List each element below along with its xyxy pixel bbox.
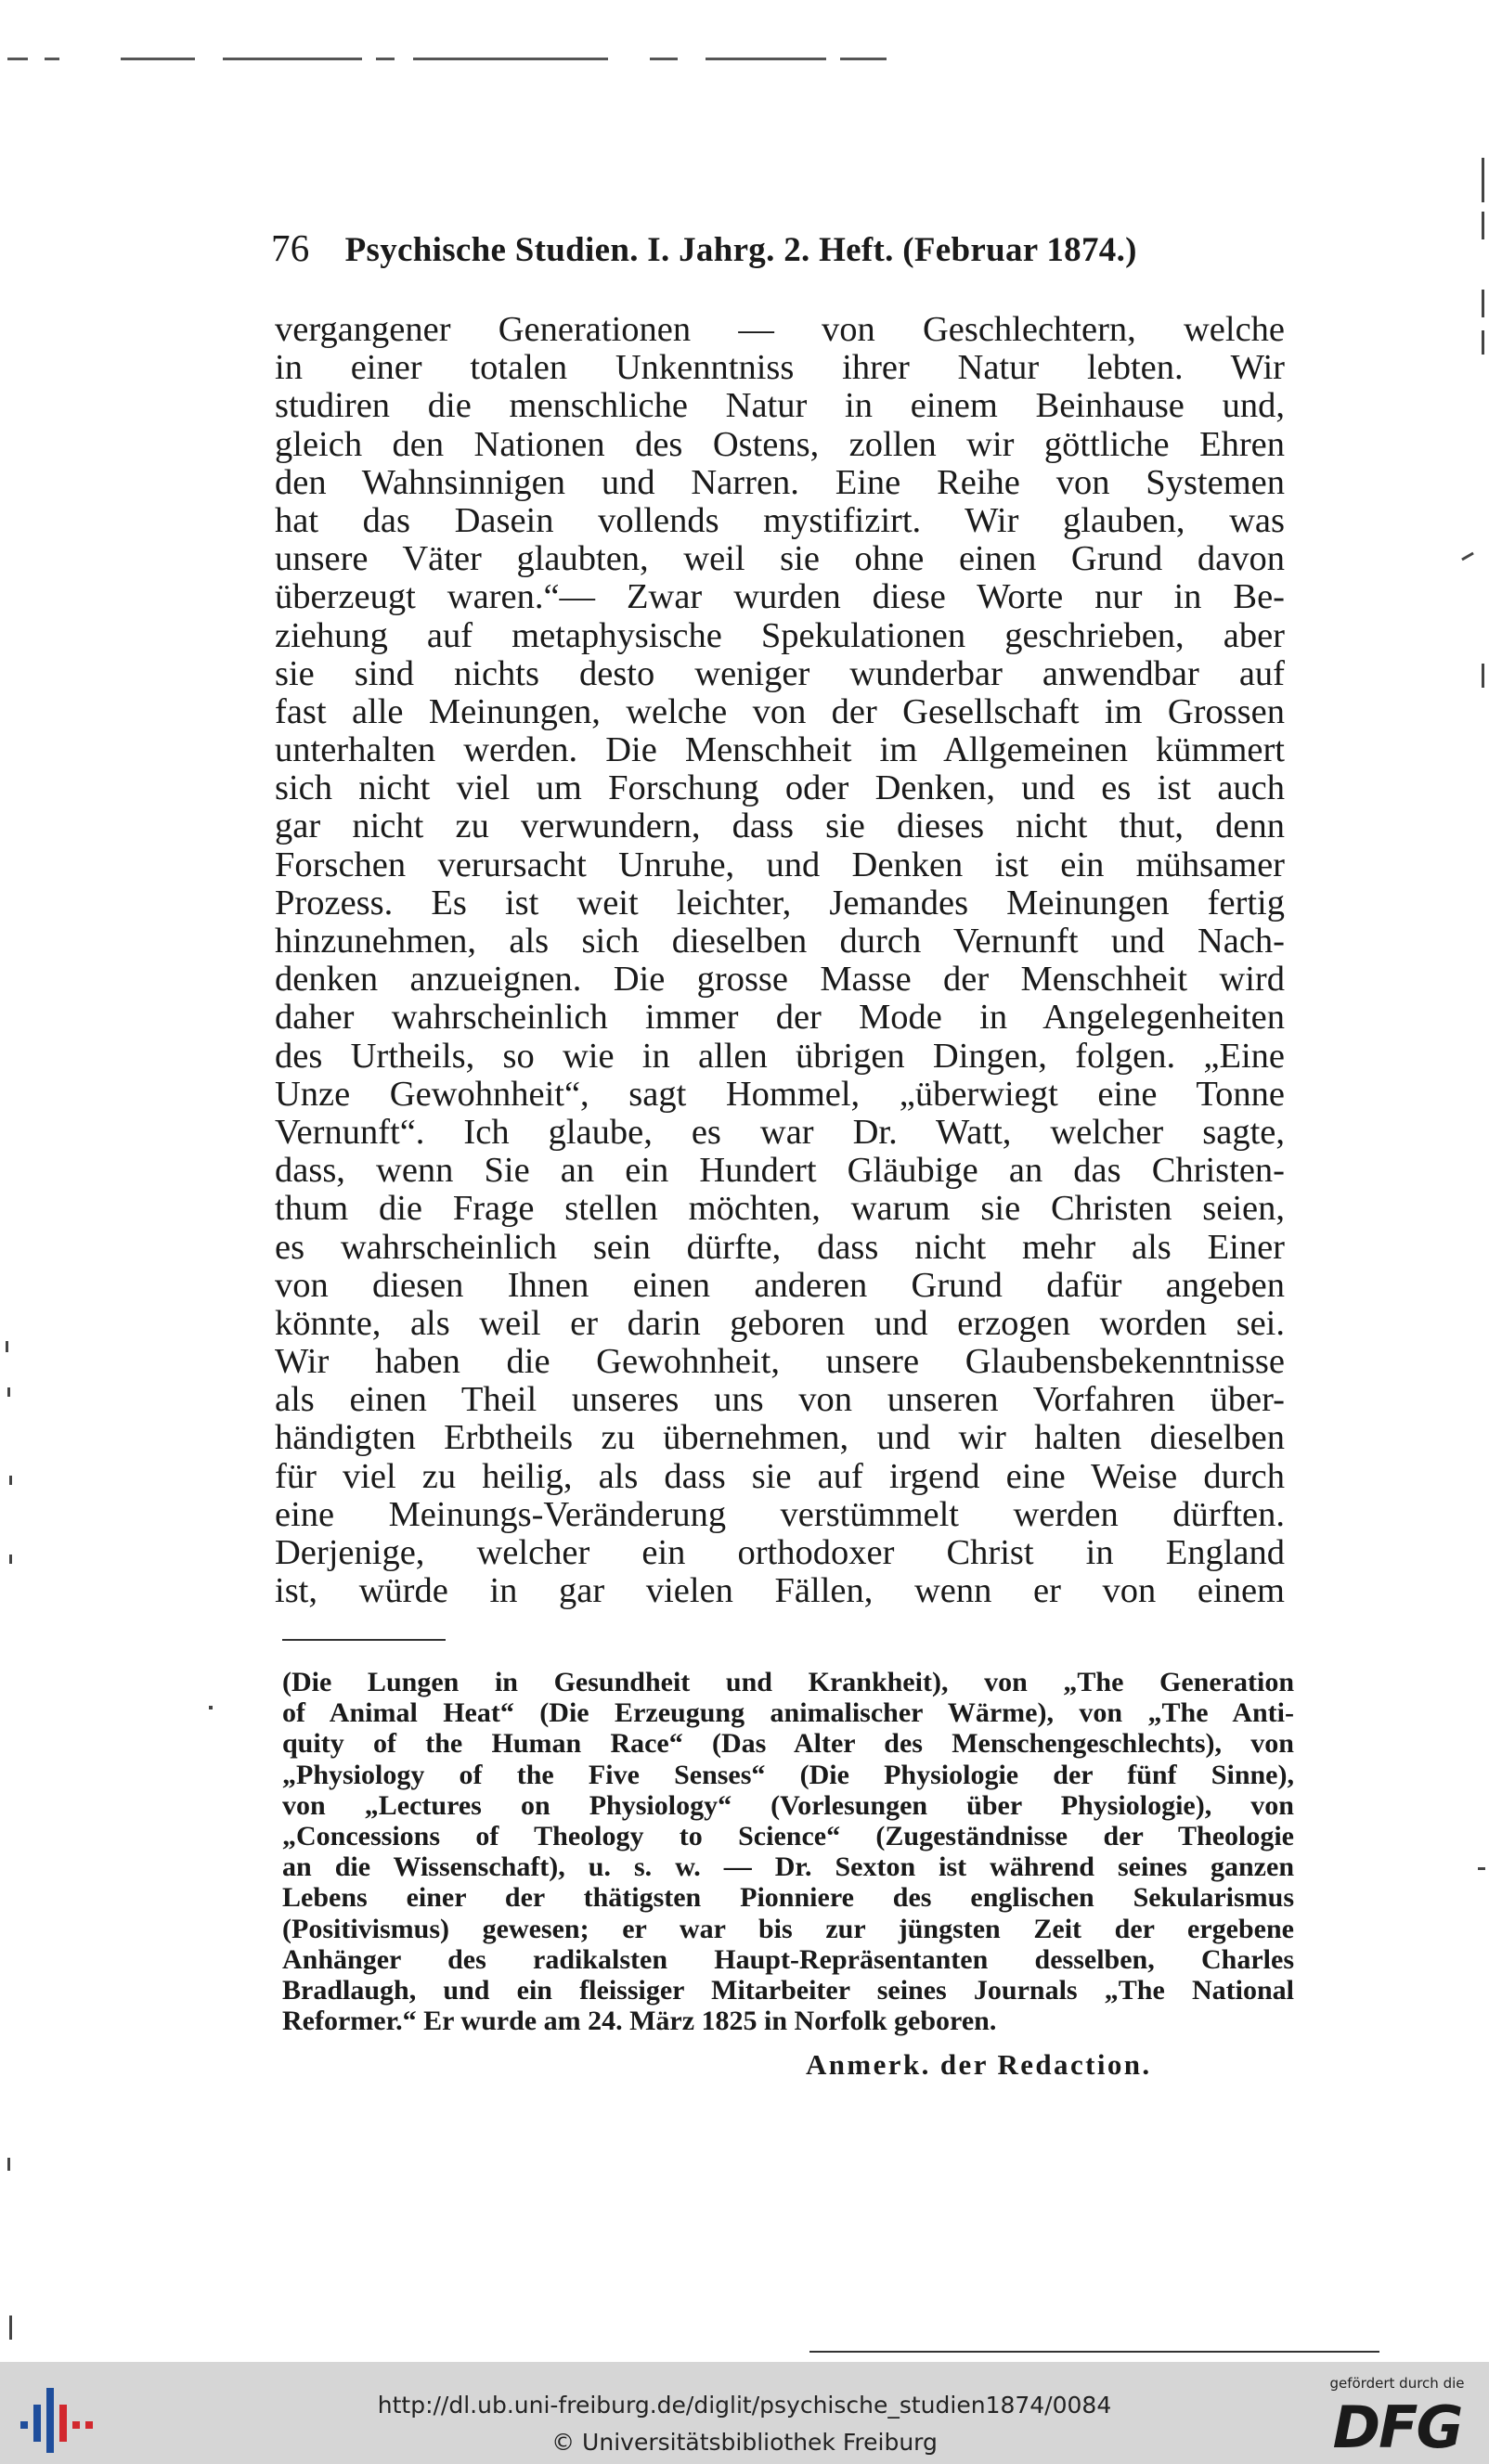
margin-speck [7,2158,10,2171]
text-line: ziehung auf metaphysische Spekulationen geschrieben, aber [275,616,1285,655]
scan-artifact [840,58,887,60]
scan-artifact [376,58,395,60]
text-line: dass, wenn Sie an ein Hundert Gläubige an das Christen- [275,1152,1285,1191]
running-header [271,226,1292,270]
text-line: Prozess. Es ist weit leichter, Jemandes Meinungen fertig [275,884,1285,922]
text-line: händigten Erbtheils zu übernehmen, und wir halten dieselben [275,1419,1285,1458]
text-line: unterhalten werden. Die Menschheit im Allgemeinen kümmert [275,731,1285,770]
text-line: denken anzueignen. Die grosse Masse der Menschheit wird [275,961,1285,1000]
text-line: sie sind nichts desto weniger wunderbar anwendbar auf [275,654,1285,693]
text-line: Wir haben die Gewohnheit, unsere Glaubensbekenntnisse [275,1343,1285,1382]
text-line: als einen Theil unseres uns von unseren Vorfahren über- [275,1381,1285,1420]
running-title: Psychische Studien. I. Jahrg. 2. Heft. (Februar 1874.) [344,231,1137,269]
footnote-line: „Physiology of the Five Senses“ (Die Physiologie der fünf Sinne), [282,1759,1294,1790]
text-line: hinzunehmen, als sich dieselben durch Vernunft und Nach- [275,922,1285,961]
margin-speck [9,2316,12,2340]
text-line: ist, würde in gar vielen Fällen, wenn er von einem [275,1572,1285,1611]
text-line: Forschen verursacht Unruhe, und Denken ist ein mühsamer [275,845,1285,884]
footnote-line: quity of the Human Race“ (Das Alter des Menschengeschlechts), von [282,1728,1294,1760]
dfg-logo [1318,2375,1476,2461]
margin-speck [1461,552,1474,561]
footnote-line: Reformer.“ Er wurde am 24. März 1825 in Norfolk geboren. [282,2006,997,2037]
dfg-label: gefördert durch die [1329,2375,1465,2392]
text-line: gar nicht zu verwundern, dass sie dieses nicht thut, denn [275,807,1285,846]
text-line: studiren die menschliche Natur in einem Beinhause und, [275,387,1285,426]
copyright-notice: © Universitätsbibliothek Freiburg [551,2429,938,2456]
text-line: von diesen Ihnen einen anderen Grund dafür angeben [275,1266,1285,1305]
footnote-signature: Anmerk. der Redaction. [806,2048,1152,2081]
text-line: überzeugt waren.“— Zwar wurden diese Worte nur in Be- [275,578,1285,617]
scan-artifact [650,58,678,60]
footnote-line: Lebens einer der thätigsten Pionniere des englischen Sekularismus [282,1882,1294,1914]
text-line: für viel zu heilig, als dass sie auf irgend eine Weise durch [275,1457,1285,1496]
text-line: daher wahrscheinlich immer der Mode in Angelegenheiten [275,999,1285,1038]
scan-artifact [706,58,826,60]
footnote-line: Bradlaugh, und ein fleissiger Mitarbeiter seines Journals „The National [282,1974,1294,2006]
footnote-line: Anhänger des radikalsten Haupt-Repräsentanten desselben, Charles [282,1943,1294,1975]
scan-artifact [121,58,195,60]
text-line: sich nicht viel um Forschung oder Denken, und es ist auch [275,769,1285,808]
scan-artifact [45,58,59,60]
text-line: des Urtheils, so wie in allen übrigen Dingen, folgen. „Eine [275,1037,1285,1076]
dfg-mark: DFG [1332,2393,1462,2461]
body-text [275,311,1285,1610]
text-line: thum die Frage stellen möchten, warum sie Christen seien, [275,1190,1285,1229]
text-line: gleich den Nationen des Ostens, zollen wir göttliche Ehren [275,425,1285,464]
footnote-rule [282,1639,446,1641]
margin-speck [9,1476,12,1485]
text-line: Vernunft“. Ich glaube, es war Dr. Watt, welcher sagte, [275,1113,1285,1152]
footer-bar [0,2362,1489,2464]
margin-speck [1482,330,1484,355]
footnote-line: „Concessions of Theology to Science“ (Zugeständnisse der Theologie [282,1820,1294,1851]
scan-artifact [223,58,362,60]
margin-speck [1478,1867,1485,1870]
text-line: Derjenige, welcher ein orthodoxer Christ in England [275,1534,1285,1572]
footnote [282,1667,1294,2036]
text-line: hat das Dasein vollends mystifizirt. Wir glauben, was [275,501,1285,540]
footnote-line: of Animal Heat“ (Die Erzeugung animalischer Wärme), von „The Anti- [282,1697,1294,1729]
scan-artifact [7,58,28,60]
footnote-line: (Die Lungen in Gesundheit und Krankheit), von „The Generation [282,1667,1294,1697]
text-line: Unze Gewohnheit“, sagt Hommel, „überwiegt eine Tonne [275,1075,1285,1114]
footnote-line: von „Lectures on Physiology“ (Vorlesungen über Physiologie), von [282,1789,1294,1821]
margin-speck [1482,158,1484,202]
footnote-line: (Positivismus) gewesen; er war bis zur jüngsten Zeit der ergebene [282,1913,1294,1944]
footnote-line: an die Wissenschaft), u. s. w. — Dr. Sexton ist während seines ganzen [282,1851,1294,1883]
document-url[interactable]: http://dl.ub.uni-freiburg.de/diglit/psychische_studien1874/0084 [377,2392,1112,2419]
page-number: 76 [271,226,310,269]
margin-speck [1482,664,1484,688]
margin-speck [209,1706,213,1709]
text-line: in einer totalen Unkenntniss ihrer Natur lebten. Wir [275,349,1285,388]
text-line: eine Meinungs-Veränderung verstümmelt werden dürften. [275,1495,1285,1534]
margin-speck [6,1341,8,1352]
margin-speck [1482,290,1484,317]
text-line: vergangener Generationen — von Geschlechtern, welche [275,311,1285,349]
text-line: unsere Väter glaubten, weil sie ohne einen Grund davon [275,540,1285,579]
margin-speck [9,1555,12,1564]
bottom-rule [809,2351,1379,2353]
text-line: den Wahnsinnigen und Narren. Eine Reihe von Systemen [275,463,1285,502]
scan-artifact [413,58,608,60]
text-line: fast alle Meinungen, welche von der Gesellschaft im Grossen [275,692,1285,731]
text-line: könnte, als weil er darin geboren und erzogen worden sei. [275,1304,1285,1343]
margin-speck [1482,212,1484,239]
margin-speck [7,1387,10,1397]
text-line: es wahrscheinlich sein dürfte, dass nicht mehr als Einer [275,1228,1285,1267]
